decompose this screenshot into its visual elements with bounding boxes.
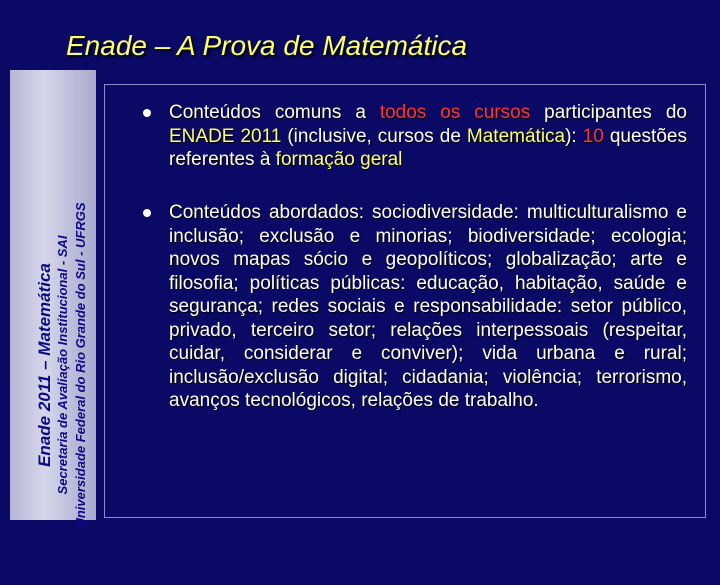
sidebar-university-label: Universidade Federal do Rio Grande do Sul - UFRGS — [73, 202, 88, 528]
slide-title: Enade – A Prova de Matemática — [66, 30, 468, 61]
bullet-text-segment: ): — [565, 125, 583, 147]
highlight-formacao-geral: formação geral — [275, 149, 403, 170]
bullet-dot-icon — [143, 209, 151, 217]
sidebar-vertical-text — [36, 145, 90, 585]
sidebar-course-label: Enade 2011 – Matemática — [35, 263, 54, 467]
bullet-text-segment: (inclusive, cursos de — [281, 125, 467, 147]
bullet-item-general-content — [169, 101, 687, 172]
bullet-text-segment: questões referentes à — [169, 125, 687, 170]
sidebar-secretaria-label: Secretaria de Avaliação Institucional - SAI — [55, 235, 70, 495]
highlight-todos-os-cursos: todos os cursos — [379, 102, 531, 123]
bullet-topics-text: Conteúdos abordados: sociodiversidade: multiculturalismo e inclusão; exclusão e minorias; biodiversidade; ecologia; novos mapas sócio e geopolíticos; globalização; arte e filosofia; políticas públicas: educação, habitação, saúde e segurança; redes sociais e responsabilidade: setor público, privado, terceiro setor; relações interpessoais (respeitar, cuidar, considerar e conviver); vida urbana e rural; inclusão/exclusão digital; cidadania; violência; terrorismo, avanços tecnológicos, relações de trabalho. — [169, 202, 687, 411]
bullet-item-topics — [169, 201, 687, 413]
highlight-matematica: Matemática — [466, 125, 566, 147]
sidebar-band — [10, 70, 96, 528]
content-box — [104, 84, 706, 518]
bullet-text-segment: Conteúdos comuns a — [169, 102, 380, 123]
highlight-question-count: 10 — [582, 125, 604, 147]
highlight-enade-2011: ENADE 2011 — [169, 125, 282, 147]
bullet-text-segment: participantes do — [530, 102, 687, 123]
bullet-dot-icon — [143, 109, 151, 117]
